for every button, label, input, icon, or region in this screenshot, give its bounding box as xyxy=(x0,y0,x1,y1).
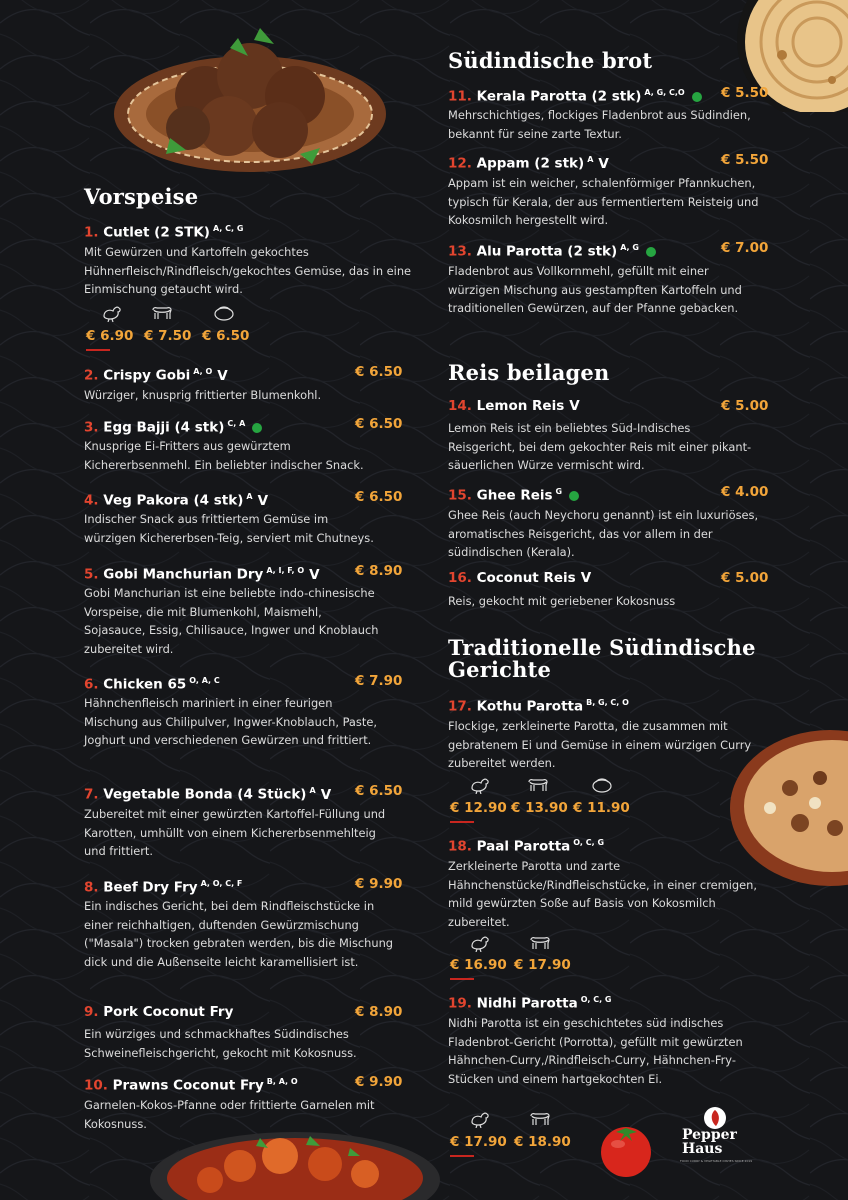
item-number: 9. xyxy=(84,1004,99,1020)
variant-price-veg: € 11.90 xyxy=(573,800,630,816)
item-name: Egg Bajji (4 stk) xyxy=(103,419,225,436)
item-12-title xyxy=(448,151,609,173)
item-16-description: Reis, gekocht mit geriebener Kokosnuss xyxy=(448,594,676,608)
item-name: Ghee Reis xyxy=(476,487,553,504)
item-5-price: € 8.90 xyxy=(355,563,403,579)
vegetarian-badge: V xyxy=(580,570,592,586)
item-13-description: Fladenbrot aus Vollkornmehl, gefüllt mit einer würzigen Mischung aus gestampften Kartoffeln und traditionellen Gewürzen, auf der Pfanne gebacken. xyxy=(448,264,742,316)
section-title-reis: Reis beilagen xyxy=(448,360,610,385)
item-name: Kothu Parotta xyxy=(476,698,584,715)
item-10-price: € 9.90 xyxy=(355,1074,403,1090)
brand-name-line2: Haus xyxy=(682,1141,723,1157)
variant-price-chicken: € 17.90 xyxy=(450,1134,507,1150)
allergen-codes: A xyxy=(587,155,594,164)
item-1-title xyxy=(84,220,243,242)
item-8-description: Ein indisches Gericht, bei dem Rindfleischstücke in einer reichhaltigen, duftenden Gewürzmischung ("Masala") trocken gebraten werden, bis die Mischung dick und die Außenseite leicht karamellisiert ist. xyxy=(84,899,394,969)
item-name: Chicken 65 xyxy=(103,676,187,693)
cow-icon xyxy=(526,776,550,794)
variant-price-beef: € 13.90 xyxy=(511,800,568,816)
item-2-description: Würziger, knusprig frittierter Blumenkohl. xyxy=(84,388,322,402)
allergen-codes: O, C, G xyxy=(573,838,605,847)
section-title-vorspeise: Vorspeise xyxy=(84,184,199,209)
item-10-description: Garnelen-Kokos-Pfanne oder frittierte Garnelen mit Kokosnuss. xyxy=(84,1098,375,1131)
item-number: 8. xyxy=(84,879,99,896)
allergen-codes: B, G, C, O xyxy=(586,698,629,707)
item-number: 5. xyxy=(84,566,99,583)
variant-price-veg: € 6.50 xyxy=(202,328,250,344)
allergen-codes: A, O, C, F xyxy=(200,879,243,888)
item-2-title xyxy=(84,363,228,385)
item-number: 12. xyxy=(448,155,472,172)
allergen-codes: C, A xyxy=(227,419,246,428)
item-3-price: € 6.50 xyxy=(355,416,403,432)
item-8-price: € 9.90 xyxy=(355,876,403,892)
item-number: 7. xyxy=(84,786,99,803)
allergen-codes: A xyxy=(246,492,253,501)
item-name: Vegetable Bonda (4 Stück) xyxy=(103,786,307,803)
item-19-description: Nidhi Parotta ist ein geschichtetes süd indisches Fladenbrot-Gericht (Porrotta), gefüllt mit gewürzten Hähnchen-Curry,/Rindfleisch-Curry, Hähnchen-Fry-Stücken und einem hartgekochten Ei. xyxy=(448,1016,743,1086)
vegetarian-badge: V xyxy=(569,398,580,414)
item-13-price: € 7.00 xyxy=(721,240,769,256)
item-10-title xyxy=(84,1073,298,1095)
vegetarian-badge: V xyxy=(309,566,320,583)
item-14-price: € 5.00 xyxy=(721,398,769,414)
item-3-description: Knusprige Ei-Fritters aus gewürztem Kichererbsenmehl. Ein beliebter indischer Snack. xyxy=(84,439,364,472)
chicken-icon xyxy=(468,934,492,952)
variant-price-beef: € 17.90 xyxy=(514,957,571,973)
chicken-icon xyxy=(468,1110,492,1128)
item-name: Beef Dry Fry xyxy=(103,879,198,896)
item-5-description: Gobi Manchurian ist eine beliebte indo-chinesische Vorspeise, die mit Blumenkohl, Maismehl, Sojasauce, Essig, Chilisauce, Ingwer und Knoblauch zubereitet wird. xyxy=(84,586,379,656)
item-15-price: € 4.00 xyxy=(721,484,769,500)
item-17-description: Flockige, zerkleinerte Parotta, die zusammen mit gebratenem Ei und Gemüse in einem würzigen Curry zubereitet werden. xyxy=(448,719,752,771)
variant-price-beef: € 18.90 xyxy=(514,1134,571,1150)
item-name: Nidhi Parotta xyxy=(476,995,578,1012)
allergen-codes: A, G xyxy=(620,243,639,252)
allergen-codes: O, A, C xyxy=(189,676,220,685)
allergen-codes: A, C, G xyxy=(212,224,244,233)
item-4-price: € 6.50 xyxy=(355,489,403,505)
section-title-traditional: Traditionelle Südindische Gerichte xyxy=(448,635,756,682)
item-name: Alu Parotta (2 stk) xyxy=(476,243,618,260)
allergen-codes: A, G, C,O xyxy=(644,88,685,97)
item-number: 18. xyxy=(448,838,472,855)
item-name: Veg Pakora (4 stk) xyxy=(103,492,244,509)
item-16-title xyxy=(448,569,591,587)
item-2-price: € 6.50 xyxy=(355,364,403,380)
price-underline xyxy=(450,821,474,823)
item-3-title xyxy=(84,415,262,437)
item-7-title xyxy=(84,782,331,804)
item-9-description: Ein würziges und schmackhaftes Südindisches Schweinefleischgericht, gekocht mit Kokosnuss. xyxy=(84,1027,357,1060)
cow-icon xyxy=(528,934,552,952)
item-17-title xyxy=(448,694,629,716)
allergen-codes: B, A, O xyxy=(266,1077,298,1086)
item-9-price: € 8.90 xyxy=(355,1004,403,1020)
cutlet-plate-image xyxy=(110,18,390,180)
item-number: 6. xyxy=(84,676,99,693)
variant-price-beef: € 7.50 xyxy=(144,328,192,344)
item-name: Cutlet (2 STK) xyxy=(103,224,210,241)
item-number: 4. xyxy=(84,492,99,509)
item-1-description: Mit Gewürzen und Kartoffeln gekochtes Hühnerfleisch/Rindfleisch/gekochtes Gemüse, das in eine Einmischung getaucht wird. xyxy=(84,245,412,297)
section-title-brot: Südindische brot xyxy=(448,48,653,73)
item-name: Coconut Reis xyxy=(476,570,576,586)
cow-icon xyxy=(528,1110,552,1128)
item-11-title xyxy=(448,84,702,106)
item-18-title xyxy=(448,834,604,856)
item-4-description: Indischer Snack aus frittiertem Gemüse im würzigen Kichererbsen-Teig, serviert mit Chutneys. xyxy=(84,512,374,545)
item-7-price: € 6.50 xyxy=(355,783,403,799)
item-16-price: € 5.00 xyxy=(721,570,769,586)
brand-tagline: FOOD CURRY & VEGETABLE DISHES SINCE 2019 xyxy=(680,1159,753,1163)
item-8-title xyxy=(84,875,242,897)
item-number: 17. xyxy=(448,698,472,715)
item-18-description: Zerkleinerte Parotta und zarte Hähnchenstücke/Rindfleischstücke, in einer cremigen, mild gewürzten Soße auf Basis von Kokosmilch zubereitet. xyxy=(448,859,757,929)
item-5-title xyxy=(84,562,320,584)
item-number: 15. xyxy=(448,487,472,504)
item-6-title xyxy=(84,672,220,694)
item-name: Appam (2 stk) xyxy=(476,155,585,172)
variant-price-chicken: € 6.90 xyxy=(86,328,134,344)
item-9-title xyxy=(84,1003,233,1021)
green-dot-icon xyxy=(569,491,579,501)
allergen-codes: A, I, F, O xyxy=(266,566,305,575)
price-underline xyxy=(86,349,110,351)
green-dot-icon xyxy=(252,423,262,433)
item-name: Gobi Manchurian Dry xyxy=(103,566,264,583)
item-19-title xyxy=(448,991,611,1013)
item-12-price: € 5.50 xyxy=(721,152,769,168)
item-14-title xyxy=(448,397,580,415)
item-name: Paal Parotta xyxy=(476,838,571,855)
chicken-icon xyxy=(468,776,492,794)
item-number: 2. xyxy=(84,367,99,384)
item-7-description: Zubereitet mit einer gewürzten Kartoffel-Füllung und Karotten, umhüllt von einem Kichererbsenmehlteig und frittiert. xyxy=(84,807,386,859)
vegetarian-badge: V xyxy=(320,786,332,803)
item-number: 13. xyxy=(448,243,472,260)
allergen-codes: O, C, G xyxy=(580,995,612,1004)
green-dot-icon xyxy=(646,247,656,257)
allergen-codes: A, O xyxy=(193,367,213,376)
item-6-price: € 7.90 xyxy=(355,673,403,689)
vegetarian-badge: V xyxy=(217,367,228,384)
brand-name-line1: Pepper xyxy=(682,1127,737,1143)
potato-icon xyxy=(212,304,236,322)
item-11-price: € 5.50 xyxy=(721,85,769,101)
item-name: Lemon Reis xyxy=(476,398,565,414)
item-number: 14. xyxy=(448,398,472,414)
item-12-description: Appam ist ein weicher, schalenförmiger Pfannkuchen, typisch für Kerala, der aus fermentiertem Reisteig und Kokosmilch hergestellt wird. xyxy=(448,176,759,228)
item-number: 10. xyxy=(84,1077,108,1094)
variant-price-chicken: € 12.90 xyxy=(450,800,507,816)
item-4-title xyxy=(84,488,268,510)
item-15-description: Ghee Reis (auch Neychoru genannt) ist ein luxuriöses, aromatisches Reisgericht, das vor allem in der südindischen (Kerala). xyxy=(448,508,759,560)
item-6-description: Hähnchenfleisch mariniert in einer feurigen Mischung aus Chilipulver, Ingwer-Knoblauch, Paste, Joghurt und verschiedenen Gewürzen und frittiert. xyxy=(84,696,377,748)
green-dot-icon xyxy=(692,92,702,102)
item-name: Pork Coconut Fry xyxy=(103,1004,234,1020)
item-name: Kerala Parotta (2 stk) xyxy=(476,88,642,105)
brand-logo xyxy=(676,1106,754,1166)
vegetarian-badge: V xyxy=(598,155,609,172)
item-11-description: Mehrschichtiges, flockiges Fladenbrot aus Südindien, bekannt für seine zarte Textur. xyxy=(448,108,751,141)
item-number: 16. xyxy=(448,570,472,586)
item-number: 19. xyxy=(448,995,472,1012)
cow-icon xyxy=(150,304,174,322)
tomato-image xyxy=(596,1120,656,1178)
item-15-title xyxy=(448,483,579,505)
allergen-codes: A xyxy=(309,786,316,795)
item-14-description: Lemon Reis ist ein beliebtes Süd-Indisches Reisgericht, bei dem gekochter Reis mit einer pikant-säuerlichen Würze vermischt wird. xyxy=(448,421,752,473)
chicken-icon xyxy=(100,304,124,322)
allergen-codes: G xyxy=(555,487,563,496)
item-name: Crispy Gobi xyxy=(103,367,191,384)
item-name: Prawns Coconut Fry xyxy=(112,1077,264,1094)
variant-price-chicken: € 16.90 xyxy=(450,957,507,973)
item-number: 3. xyxy=(84,419,99,436)
price-underline xyxy=(450,1155,474,1157)
item-13-title xyxy=(448,239,656,261)
item-number: 11. xyxy=(448,88,472,105)
price-underline xyxy=(450,978,474,980)
potato-icon xyxy=(590,776,614,794)
vegetarian-badge: V xyxy=(257,492,269,509)
item-number: 1. xyxy=(84,224,99,241)
